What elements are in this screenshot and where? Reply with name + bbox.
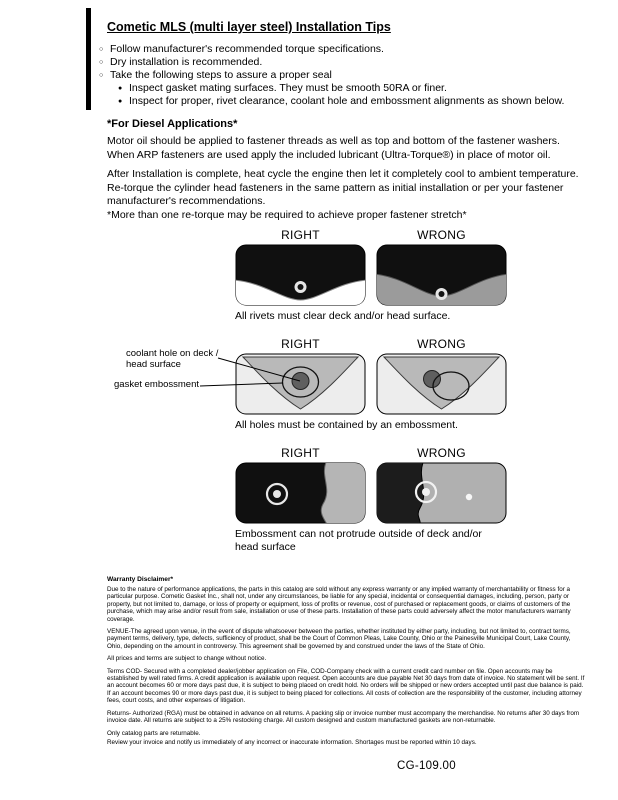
- figure-row1-panels: [235, 244, 507, 306]
- legal-paragraph: Only catalog parts are returnable.: [107, 729, 201, 737]
- figure-row1-caption: All rivets must clear deck and/or head surface.: [235, 310, 451, 322]
- wrong-label: WRONG: [417, 337, 466, 351]
- tip-item: ○ Take the following steps to assure a proper seal: [99, 69, 589, 82]
- diesel-paragraph-2: After Installation is complete, heat cycle the engine then let it completely cool to ambient temperature. Re-torque the cylinder head fasteners in the same pattern as initial installation or per your fastener manufacturer's recommendations.: [107, 168, 579, 207]
- embossment-wrong-diagram: [376, 353, 507, 415]
- diesel-heading: *For Diesel Applications*: [107, 118, 238, 130]
- figure-row3-panels: [235, 462, 507, 524]
- figure-row1-headers: [235, 228, 507, 242]
- page-title: Cometic MLS (multi layer steel) Installation Tips: [107, 20, 391, 34]
- rivet-wrong-diagram: [376, 244, 507, 306]
- retorque-note: *More than one re-torque may be required to achieve proper fastener stretch*: [107, 209, 467, 221]
- figure-row3-headers: [235, 446, 507, 460]
- embossment-right-diagram: [235, 353, 366, 415]
- legal-paragraph: All prices and terms are subject to change without notice.: [107, 655, 267, 663]
- legal-paragraph: VENUE-The agreed upon venue, in the event of dispute whatsoever between the parties, whether instituted by either party, including, but not limited to, contract terms, payment terms, delivery, type, defects, sufficiency of product, shall be the Court of Common Pleas, Lake County, Ohio or the Painesville Municipal Court, Lake County, Ohio, depending on the amount in controversy. This agreement shall be governed by and construed under the laws of the State of Ohio.: [107, 628, 571, 650]
- wrong-label: WRONG: [417, 446, 466, 460]
- protrusion-right-diagram: [235, 462, 366, 524]
- diesel-paragraph-1: Motor oil should be applied to fastener threads as well as top and bottom of the fastener washers. When ARP fasteners are used apply the included lubricant (Ultra-Torque®) in place of motor oil.: [107, 135, 560, 161]
- figure-row2-panels: [235, 353, 507, 415]
- figure-row2-headers: [235, 337, 507, 351]
- page-code: CG-109.00: [397, 760, 456, 772]
- tip-subitem: ● Inspect for proper, rivet clearance, coolant hole and embossment alignments as shown below.: [118, 95, 589, 108]
- figure-row2-caption: All holes must be contained by an embossment.: [235, 419, 458, 431]
- legal-paragraph: Terms COD- Secured with a completed dealer/jobber application on File, COD-Company check with a current credit card number on file. Open accounts may be established by well rated firms. A credit application is available upon request. Open accounts are due payable Net 30 days from date of invoice. No statement will be sent. If an account becomes 60 or more days past due, it is subject to being placed on credit hold. No orders will be shipped or new orders accepted until past due balance is paid. If an account becomes 90 or more days past due, it is subject to being placed for collections. All costs of collection are the responsibility of the customer, including attorney fees, court costs, and other expenses of litigation.: [107, 667, 585, 705]
- legal-paragraph: Due to the nature of performance applications, the parts in this catalog are sold without any express warranty or any implied warranty of merchantability or fitness for a particular purpose. Cometic Gasket Inc., shall not, under any circumstances, be liable for any special, incidental or consequential damages, including, person, party or property, but not limited to, damage, or loss of property or equipment, loss of profits or revenue, cost of purchased or replacement goods, or claims of customers of the purchase, which may arise and/or result from sale, installation or use of these parts. Installation of these parts could adversely affect the motor manufacturers warranty coverage.: [107, 586, 571, 623]
- legal-section: [107, 576, 585, 751]
- right-label: RIGHT: [281, 337, 320, 351]
- diagram-figures: [235, 228, 507, 568]
- warranty-disclaimer-heading: Warranty Disclaimer*: [107, 576, 174, 583]
- wrong-label: WRONG: [417, 228, 466, 242]
- figure-row3-caption: Embossment can not protrude outside of deck and/or head surface: [235, 528, 482, 553]
- legal-paragraph: Returns- Authorized (RGA) must be obtained in advance on all returns. A packing slip or invoice number must accompany the merchandise. No returns after 30 days from invoice date. All returns are subject to a 25% restocking charge. All custom designed and custom manufactured gaskets are non-returnable.: [107, 709, 580, 725]
- legal-paragraph: Review your invoice and notify us immediately of any incorrect or inaccurate information. Shortages must be reported within 10 days.: [107, 738, 477, 746]
- tip-subitem: ● Inspect gasket mating surfaces. They must be smooth 50RA or finer.: [118, 82, 589, 95]
- gasket-embossment-callout: gasket embossment: [114, 379, 200, 390]
- tip-item: ○ Dry installation is recommended.: [99, 56, 589, 69]
- protrusion-wrong-diagram: [376, 462, 507, 524]
- tip-item: ○ Follow manufacturer's recommended torque specifications.: [99, 43, 589, 56]
- installation-tips-list: [99, 43, 589, 108]
- page-edge-mark: [86, 8, 91, 110]
- coolant-hole-callout: coolant hole on deck / head surface: [126, 348, 219, 370]
- right-label: RIGHT: [281, 228, 320, 242]
- right-label: RIGHT: [281, 446, 320, 460]
- rivet-right-diagram: [235, 244, 366, 306]
